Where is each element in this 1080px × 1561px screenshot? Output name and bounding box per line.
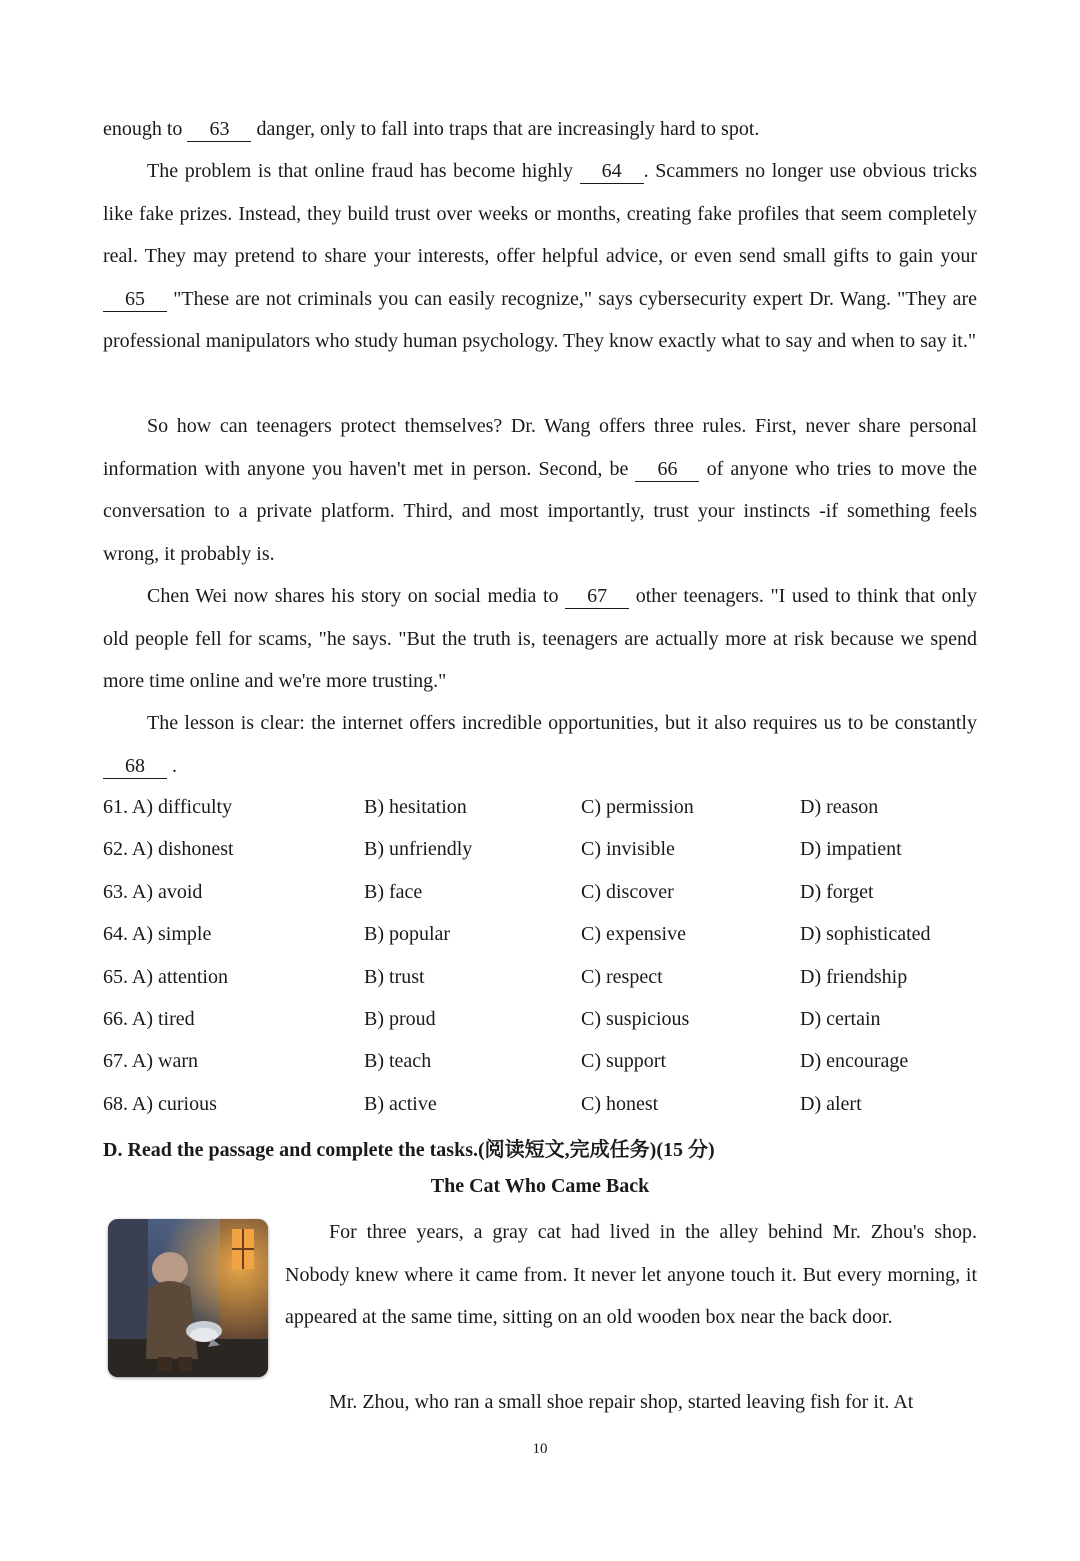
blank-65: 65 [103,287,167,312]
blank-66: 66 [635,457,699,482]
passage-text: danger, only to fall into traps that are increasingly hard to spot. [256,118,760,140]
option-row-64 [103,923,983,965]
option-c[interactable]: C) invisible [581,838,675,860]
passage-text: Chen Wei now shares his story on social media to [147,585,559,607]
option-c[interactable]: C) discover [581,881,674,903]
option-a[interactable]: 63. A) avoid [103,881,203,903]
option-row-68 [103,1093,983,1135]
option-row-63 [103,881,983,923]
option-row-65 [103,966,983,1008]
passage-text: other teenagers. "I used to think that only old people fell for scams, "he says. "But the truth is, teenagers are actually more at risk because we spend more time online and we're more trusting." [103,585,978,692]
option-d[interactable]: D) sophisticated [800,923,931,945]
option-a[interactable]: 61. A) difficulty [103,796,233,818]
story-paragraph-1: For three years, a gray cat had lived in the alley behind Mr. Zhou's shop. Nobody knew where it came from. It never let anyone touch it. But every morning, it appeared at the same time, sitting on an old wooden box near the back door. [285,1221,977,1328]
option-b[interactable]: B) active [364,1093,437,1115]
option-row-67 [103,1050,983,1092]
passage-paragraph-2 [103,405,977,575]
option-b[interactable]: B) trust [364,966,425,988]
option-c[interactable]: C) permission [581,796,694,818]
option-a[interactable]: 65. A) attention [103,966,228,988]
passage-text: So how can teenagers protect themselves? Dr. Wang offers three rules. First, never share personal information with anyone you haven't met in person. Second, be [103,415,977,480]
option-b[interactable]: B) proud [364,1008,436,1030]
passage-paragraph-4 [103,702,977,787]
option-d[interactable]: D) certain [800,1008,881,1030]
story-title: The Cat Who Came Back [430,1175,650,1197]
blank-67: 67 [565,584,629,609]
passage-paragraph-0 [103,108,977,151]
option-row-66 [103,1008,983,1050]
option-row-61 [103,796,983,838]
option-a[interactable]: 68. A) curious [103,1093,217,1115]
passage-text: enough to [103,118,183,140]
story-illustration [108,1219,268,1377]
option-c[interactable]: C) honest [581,1093,659,1115]
blank-64: 64 [580,159,644,184]
option-c[interactable]: C) suspicious [581,1008,690,1030]
option-d[interactable]: D) reason [800,796,879,818]
option-a[interactable]: 67. A) warn [103,1050,198,1072]
option-a[interactable]: 66. A) tired [103,1008,195,1030]
option-c[interactable]: C) expensive [581,923,686,945]
option-b[interactable]: B) unfriendly [364,838,473,860]
passage-text: The lesson is clear: the internet offers incredible opportunities, but it also requires us to be constantly [147,712,977,734]
option-b[interactable]: B) teach [364,1050,432,1072]
option-d[interactable]: D) encourage [800,1050,909,1072]
passage-text: of anyone who tries to move the conversation to a private platform. Third, and most importantly, trust your instincts -if something feels wrong, it probably is. [103,457,978,565]
passage-text: The problem is that online fraud has become highly [147,160,573,182]
option-d[interactable]: D) impatient [800,838,902,860]
option-d[interactable]: D) friendship [800,966,908,988]
section-heading: D. Read the passage and complete the tasks.(阅读短文,完成任务)(15 分) [103,1139,715,1161]
blank-68: 68 [103,754,167,779]
passage-paragraph-3 [103,575,977,703]
option-b[interactable]: B) hesitation [364,796,467,818]
option-d[interactable]: D) alert [800,1093,862,1115]
passage-paragraph-1 [103,150,977,363]
option-b[interactable]: B) popular [364,923,451,945]
passage-text: . [172,754,177,777]
option-row-62 [103,838,983,880]
passage-text: "These are not criminals you can easily recognize," says cybersecurity expert Dr. Wang. "They are professional manipulators who study human psychology. They know exactly what to say and when to say it." [103,287,977,352]
option-a[interactable]: 62. A) dishonest [103,838,234,860]
option-a[interactable]: 64. A) simple [103,923,212,945]
option-b[interactable]: B) face [364,881,423,903]
blank-63: 63 [187,117,251,142]
option-c[interactable]: C) respect [581,966,663,988]
option-d[interactable]: D) forget [800,881,874,903]
passage-text: . Scammers no longer use obvious tricks like fake prizes. Instead, they build trust over weeks or months, creating fake profiles that seem completely real. They may pretend to share your interests, offer helpful advice, or even send small gifts to gain your [103,160,978,267]
option-c[interactable]: C) support [581,1050,666,1072]
story-paragraph-2: Mr. Zhou, who ran a small shoe repair shop, started leaving fish for it. At [329,1391,914,1413]
page-number: 10 [532,1441,548,1457]
